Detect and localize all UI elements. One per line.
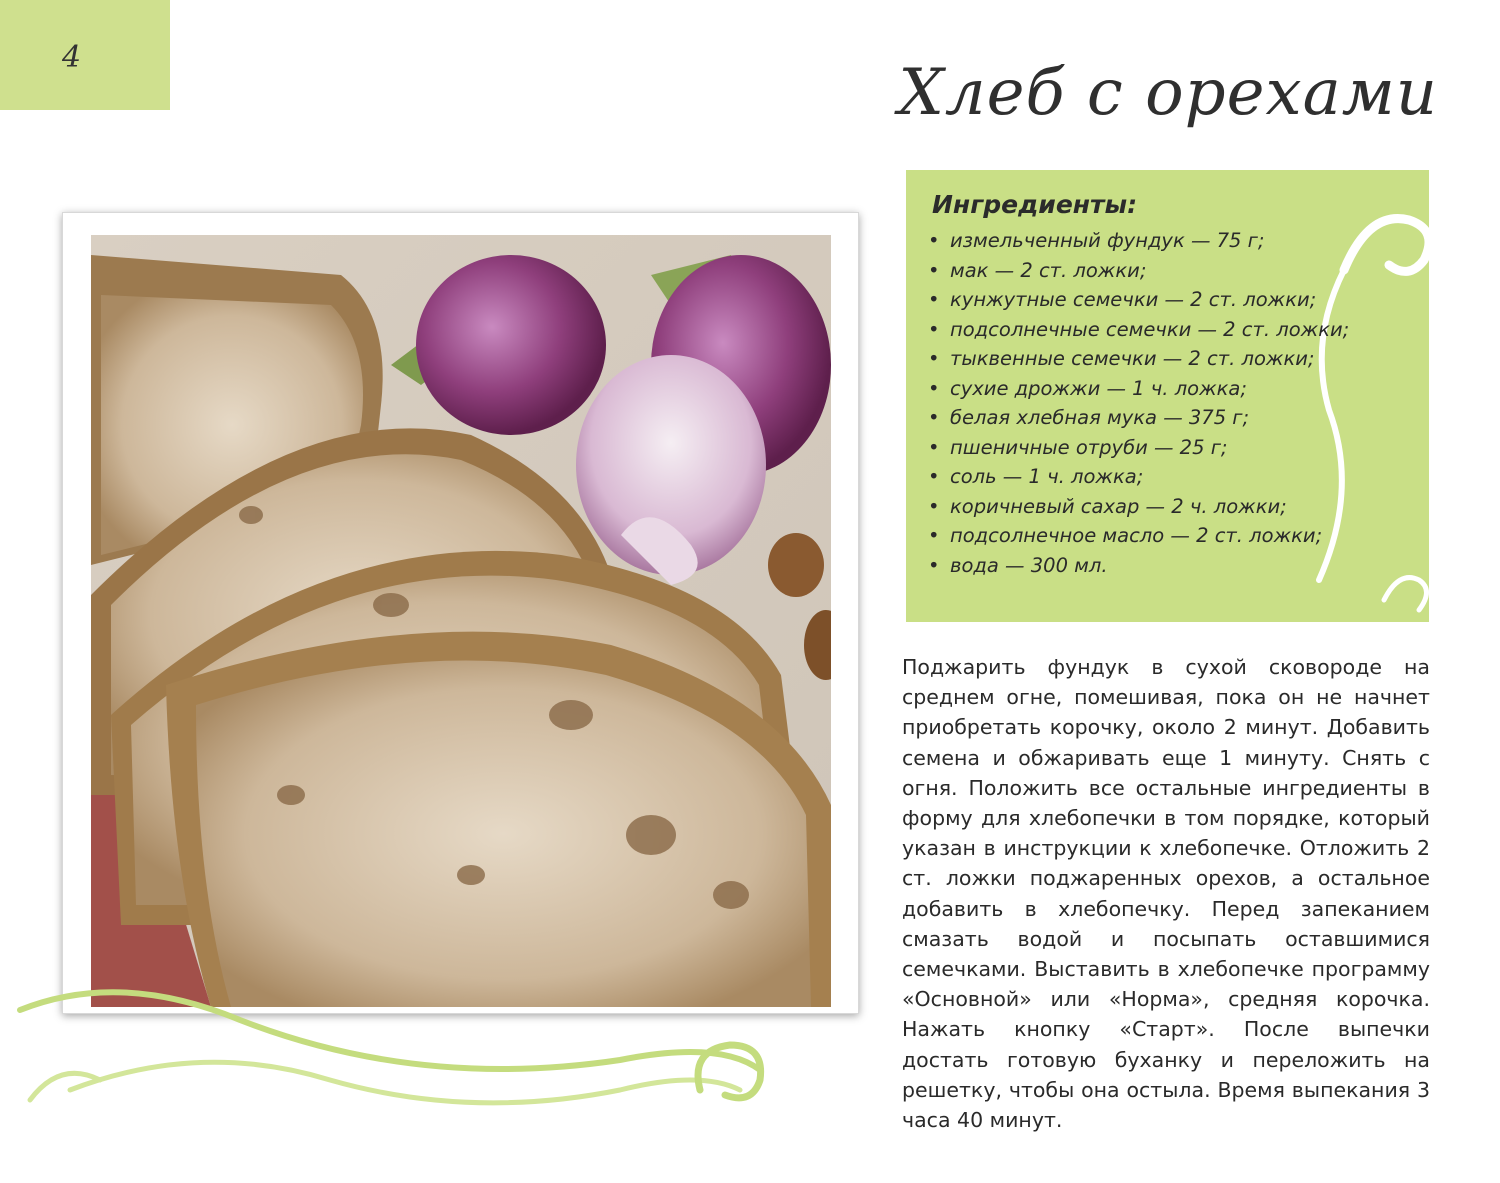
ingredient-text: сухие дрожжи — 1 ч. ложка;: [950, 376, 1247, 400]
ingredient-text: кунжутные семечки — 2 ст. ложки;: [950, 288, 1317, 311]
list-item: • коричневый сахар — 2 ч. ложки;: [928, 494, 1287, 518]
instructions-text: Поджарить фундук в сухой сковороде на среднем огне, помешивая, пока он не начнет приобретать корочку, около 2 минут. Добавить семена и обжаривать еще 1 минуту. Снять с огня. Положить все остальные ингредиенты в форму для хлебопечки в том порядке, который указан в инструкции к хлебопечке. Отложить 2 ст. ложки поджаренных орехов, а остальное добавить в хлебопечку. Перед запеканием смазать водой и посыпать оставшимися семечками. Выставить в хлебопечке программу «Основной» или «Норма», средняя корочка. Нажать кнопку «Старт». После выпечки достать готовую буханку и переложить на решетку, чтобы она остыла. Время выпекания 3 часа 40 минут.: [902, 655, 1430, 1133]
list-item: • сухие дрожжи — 1 ч. ложка;: [928, 376, 1247, 400]
list-item: • тыквенные семечки — 2 ст. ложки;: [928, 347, 1315, 370]
list-item: • подсолнечное масло — 2 ст. ложки;: [928, 524, 1323, 547]
ingredient-text: тыквенные семечки — 2 ст. ложки;: [950, 347, 1315, 370]
ingredient-text: подсолнечное масло — 2 ст. ложки;: [950, 524, 1323, 547]
ingredient-text: вода — 300 мл.: [950, 553, 1108, 577]
page-number-tab: [0, 0, 170, 110]
ingredient-text: измельченный фундук — 75 г;: [950, 229, 1265, 252]
ingredient-text: пшеничные отруби — 25 г;: [950, 435, 1228, 459]
decorative-vine-icon: [0, 940, 820, 1140]
page-number: 4: [62, 40, 82, 75]
list-item: • соль — 1 ч. ложка;: [928, 465, 1144, 488]
ingredient-text: коричневый сахар — 2 ч. ложки;: [950, 494, 1287, 518]
ingredient-text: белая хлебная мука — 375 г;: [950, 406, 1250, 429]
list-item: • мак — 2 ст. ложки;: [928, 258, 1147, 282]
list-item: • измельченный фундук — 75 г;: [928, 229, 1265, 252]
bread-photo: [91, 235, 831, 1007]
bread-photo-illustration: [91, 235, 831, 1007]
list-item: • подсолнечные семечки — 2 ст. ложки;: [928, 317, 1350, 341]
ingredients-heading: Ингредиенты:: [932, 190, 1138, 219]
list-item: • кунжутные семечки — 2 ст. ложки;: [928, 288, 1317, 311]
recipe-title: Хлеб с орехами: [898, 56, 1438, 130]
ingredients-panel: [906, 170, 1429, 622]
list-item: • вода — 300 мл.: [928, 553, 1108, 577]
ingredients-list: [928, 226, 1349, 580]
list-item: • белая хлебная мука — 375 г;: [928, 406, 1250, 429]
ingredient-text: соль — 1 ч. ложка;: [950, 465, 1144, 488]
photo-frame: [62, 212, 859, 1014]
ingredient-text: мак — 2 ст. ложки;: [950, 258, 1147, 282]
list-item: • пшеничные отруби — 25 г;: [928, 435, 1228, 459]
ingredient-text: подсолнечные семечки — 2 ст. ложки;: [950, 317, 1350, 341]
